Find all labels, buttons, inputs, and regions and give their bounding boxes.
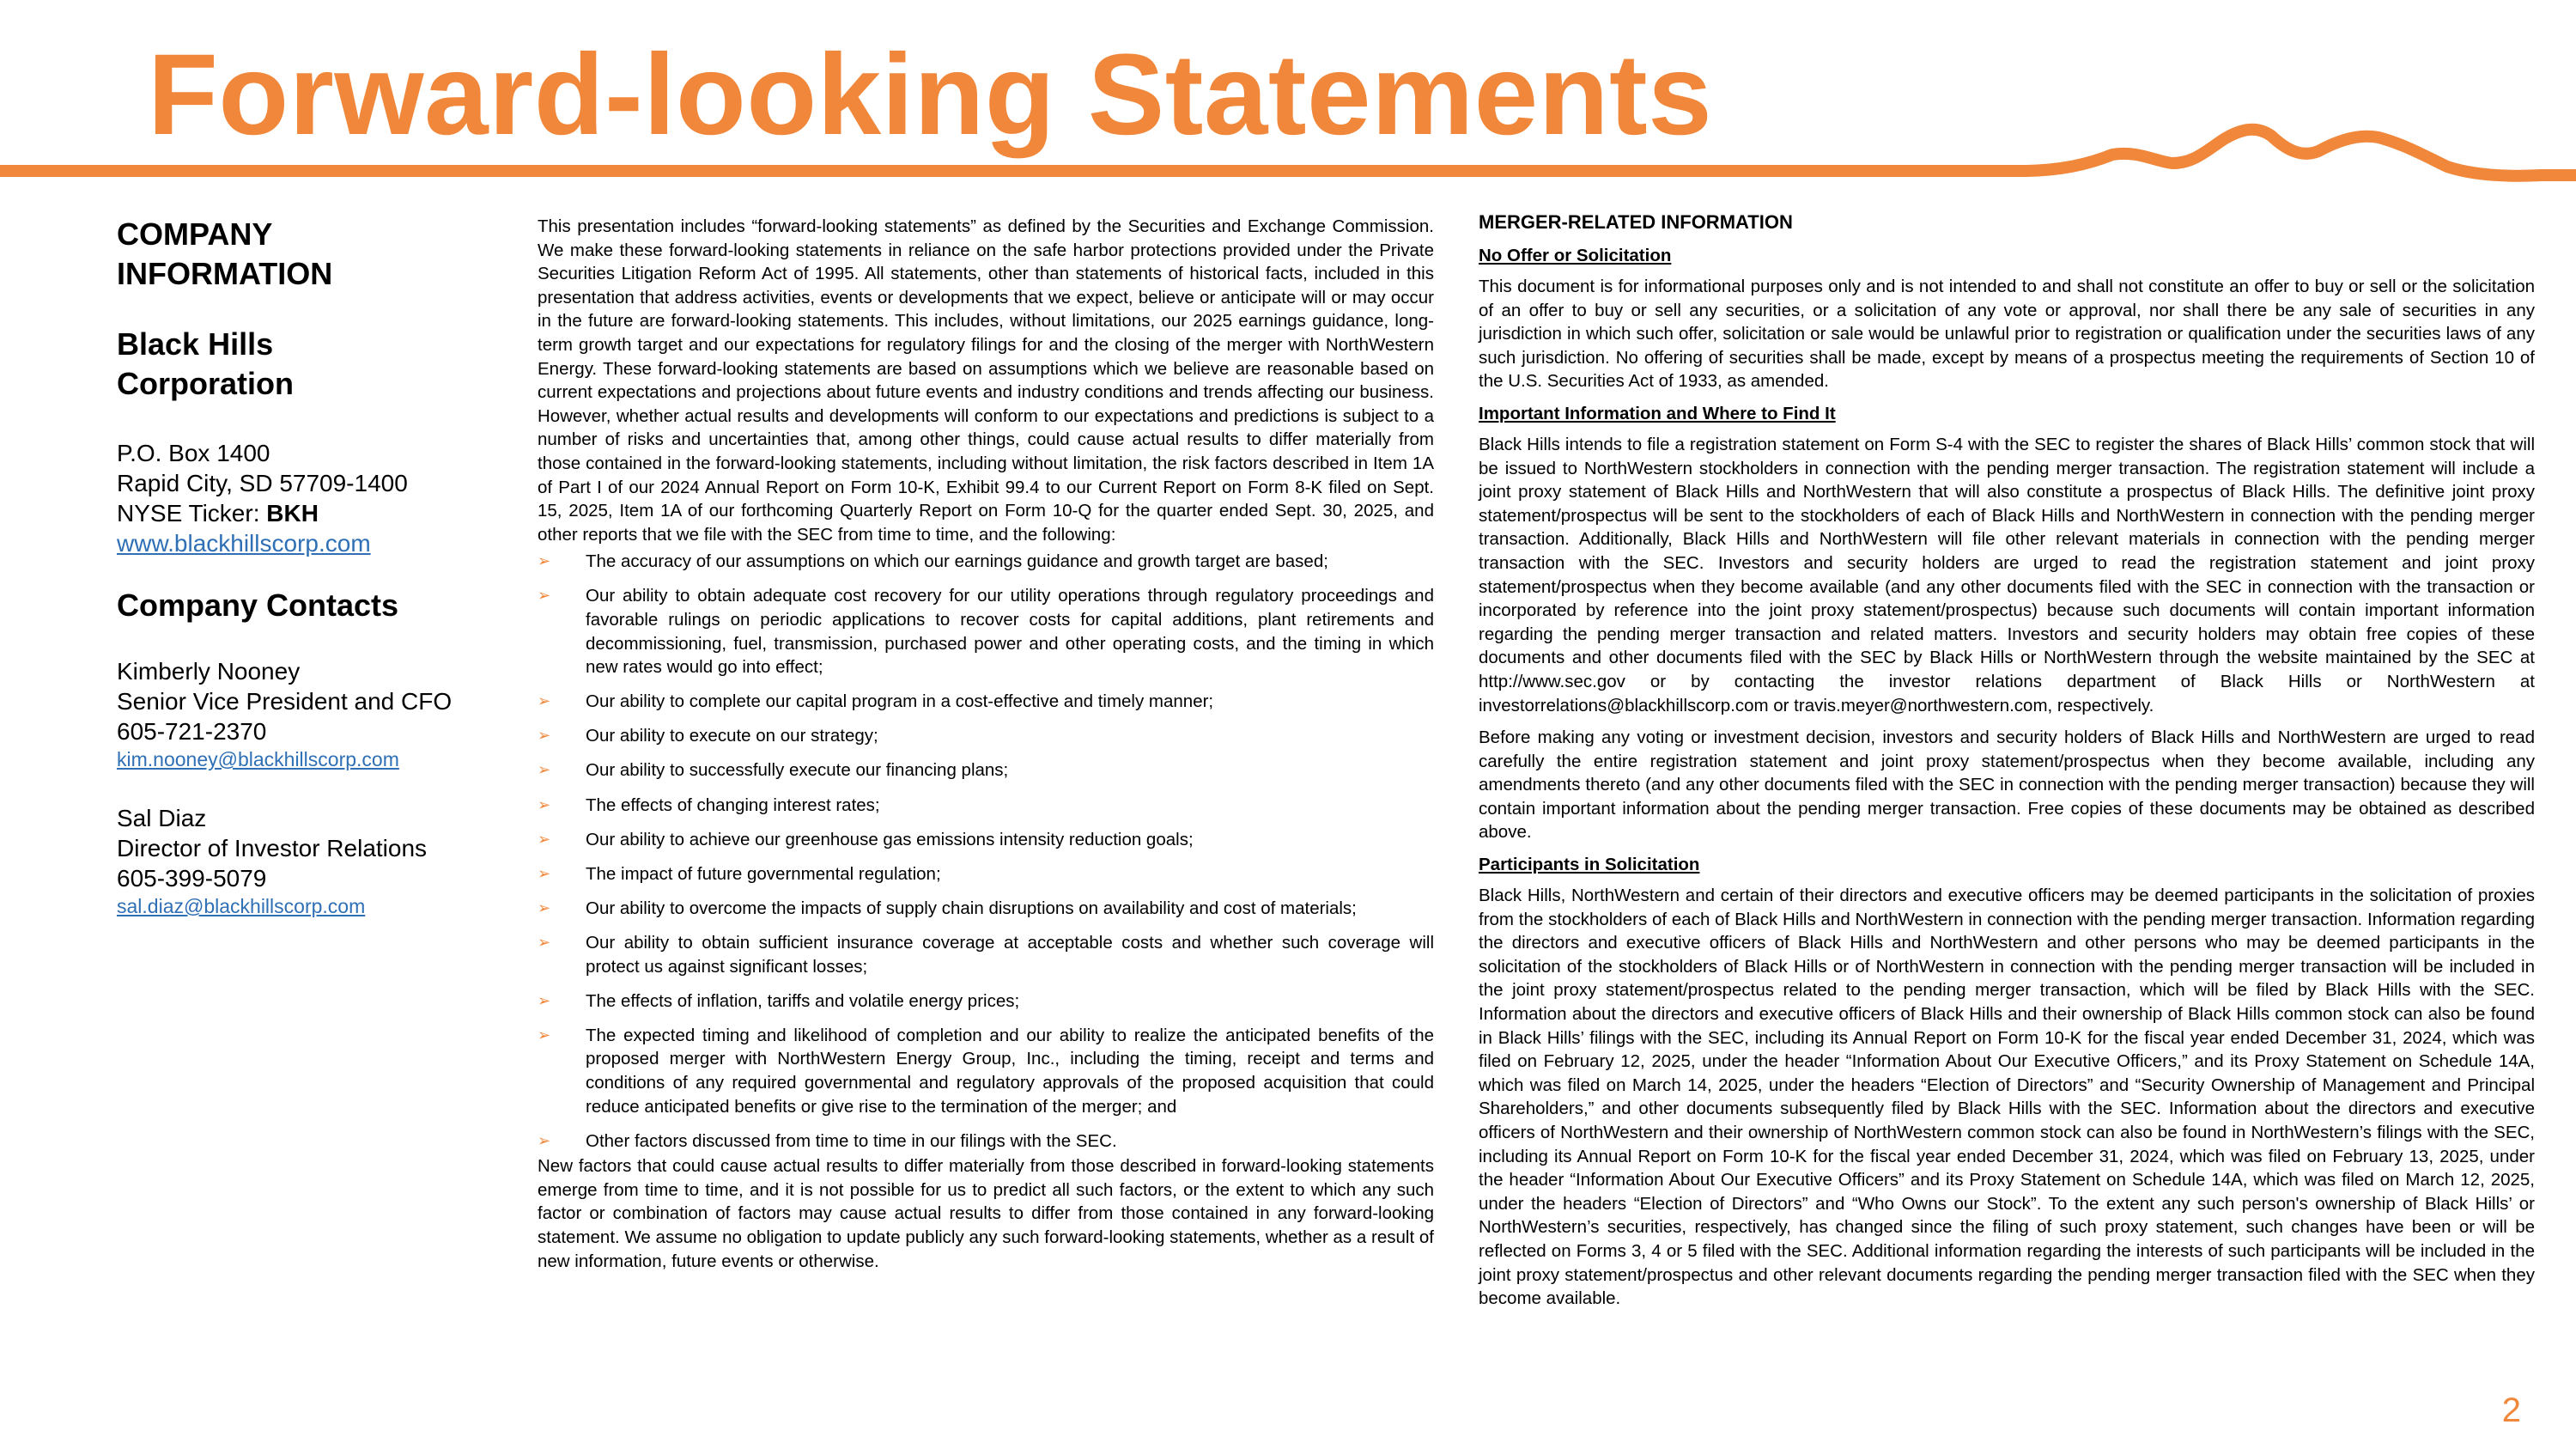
- page-title: Forward-looking Statements: [148, 31, 1713, 159]
- intro-paragraph: This presentation includes “forward-looking statements” as defined by the Securities and Exchange Commission. We make these forward-looking statements in reliance on the safe harbor protections provided under the Private Securities Litigation Reform Act of 1995. All statements, other than statements of historical facts, included in this presentation that address activities, events or developments that we expect, believe or anticipate will or may occur in the future are forward-looking statements. This includes, without limitations, our 2025 earnings guidance, long-term growth target and our expectations for regulatory filings for and the closing of the merger with NorthWestern Energy. These forward-looking statements are based on assumptions which we believe are reasonable based on current expectations and projections about future events and industry conditions and trends affecting our business. However, whether actual results and developments will conform to our expectations and predictions is subject to a number of risks and uncertainties that, among other things, could cause actual results to differ materially from those contained in the forward-looking statements, including without limitation, the risk factors described in Item 1A of Part I of our 2024 Annual Report on Form 10-K, Exhibit 99.4 to our Current Report on Form 8-K filed on Sept. 15, 2025, Item 1A of our forthcoming Quarterly Report on Form 10-Q for the quarter ended Sept. 30, 2025, and other reports that we file with the SEC from time to time, and the following:: [538, 216, 1434, 545]
- bullet-arrow-icon: ➢: [538, 587, 551, 605]
- header-wave-divider: [0, 103, 2576, 189]
- list-item: ➢ Our ability to obtain sufficient insurance coverage at acceptable costs and whether such coverage will protect us against significant losses;: [538, 932, 1434, 977]
- bullet-arrow-icon: ➢: [538, 864, 551, 882]
- bullet-arrow-icon: ➢: [538, 830, 551, 848]
- merger-info-column: [1479, 210, 2535, 1319]
- bullet-arrow-icon: ➢: [538, 795, 551, 813]
- important-info-paragraph: Before making any voting or investment decision, investors and security holders of Black Hills and NorthWestern are urged to read carefully the entire registration statement and joint proxy statement/prospectus when they become available, including any amendments thereto (and any other documents filed with the SEC in connection with the pending merger transaction) because they will contain important information about the pending merger transaction. Free copies of these documents may be obtained as described above.: [1479, 728, 2535, 843]
- bullet-arrow-icon: ➢: [538, 1026, 551, 1044]
- bullet-arrow-icon: ➢: [538, 933, 551, 951]
- no-offer-heading: No Offer or Solicitation: [1479, 246, 1672, 265]
- contact-name: Sal Diaz: [117, 805, 207, 831]
- important-info-paragraph: Black Hills intends to file a registration statement on Form S-4 with the SEC to register the shares of Black Hills’ common stock that will be issued to NorthWestern stockholders in connection with the pending merger transaction. The registration statement will include a joint proxy statement of Black Hills and NorthWestern that will also constitute a prospectus of Black Hills. The definitive joint proxy statement/prospectus will be sent to the stockholders of each of Black Hills and NorthWestern in connection with the pending merger transaction. Additionally, Black Hills and NorthWestern will file other relevant materials in connection with the pending merger transaction with the SEC. Investors and security holders are urged to read the registration statement and joint proxy statement/prospectus when they become available (and any other documents filed with the SEC in connection with the transaction or incorporated by reference into the joint proxy statement/prospectus) because such documents will contain important information regarding the pending merger transaction and related matters. Investors and security holders may obtain free copies of these documents and other documents filed with the SEC by Black Hills or NorthWestern through the website maintained by the SEC at http://www.sec.gov or by contacting the investor relations department of Black Hills or NorthWestern at investorrelations@blackhillscorp.com or travis.meyer@northwestern.com, respectively.: [1479, 434, 2535, 715]
- bullet-arrow-icon: ➢: [538, 692, 551, 710]
- wave-line: [0, 130, 2576, 176]
- participants-heading: Participants in Solicitation: [1479, 855, 1700, 875]
- merger-info-heading: MERGER-RELATED INFORMATION: [1479, 211, 1793, 233]
- bullet-arrow-icon: ➢: [538, 761, 551, 779]
- bullet-arrow-icon: ➢: [538, 1131, 551, 1149]
- contact-card: [117, 803, 495, 919]
- bullet-arrow-icon: ➢: [538, 552, 551, 570]
- contact-card: [117, 656, 495, 772]
- contact-email-link[interactable]: kim.nooney@blackhillscorp.com: [117, 748, 399, 770]
- company-website-link[interactable]: www.blackhillscorp.com: [117, 530, 371, 557]
- important-info-heading: Important Information and Where to Find It: [1479, 403, 1836, 423]
- no-offer-paragraph: This document is for informational purposes only and is not intended to and shall not constitute an offer to buy or sell or the solicitation of an offer to buy or sell any securities, or a solicitation of any vote or approval, nor shall there be any sale of securities in any jurisdiction in which such offer, solicitation or sale would be unlawful prior to registration or qualification under the securities laws of any such jurisdiction. No offering of securities shall be made, except by means of a prospectus meeting the requirements of Section 10 of the U.S. Securities Act of 1933, as amended.: [1479, 277, 2535, 392]
- risk-factor-list: [538, 550, 1434, 1153]
- corporation-name: Black Hills Corporation: [117, 326, 294, 401]
- list-item: ➢ Other factors discussed from time to time in our filings with the SEC.: [538, 1129, 1434, 1154]
- list-item: ➢ The expected timing and likelihood of completion and our ability to realize the anticipated benefits of the proposed merger with NorthWestern Energy Group, Inc., including the timing, receipt and terms and conditions of any required governmental and regulatory approvals of the proposed acquisition that could reduce anticipated benefits or give rise to the termination of the merger; and: [538, 1025, 1434, 1117]
- list-item: ➢ Our ability to successfully execute our financing plans;: [538, 758, 1434, 782]
- contact-phone: 605-721-2370: [117, 718, 267, 745]
- bullet-arrow-icon: ➢: [538, 898, 551, 916]
- list-item: ➢ The impact of future governmental regulation;: [538, 862, 1434, 886]
- contact-email-link[interactable]: sal.diaz@blackhillscorp.com: [117, 895, 366, 917]
- contact-phone: 605-399-5079: [117, 865, 267, 892]
- list-item: ➢ Our ability to complete our capital program in a cost-effective and timely manner;: [538, 690, 1434, 714]
- list-item: ➢ Our ability to execute on our strategy;: [538, 724, 1434, 748]
- bullet-arrow-icon: ➢: [538, 727, 551, 745]
- participants-paragraph: Black Hills, NorthWestern and certain of their directors and executive officers may be deemed participants in the solicitation of proxies from the stockholders of each of Black Hills and NorthWestern in connection with the pending merger transaction. Information regarding the directors and executive officers of Black Hills and NorthWestern and other persons who may be deemed participants in the solicitation of the stockholders of Black Hills or of NorthWestern in connection with the pending merger transaction will be included in the joint proxy statement/prospectus related to the pending merger transaction, which will be filed by Black Hills with the SEC. Information about the directors and executive officers of Black Hills and their ownership of Black Hills common stock can also be found in Black Hills’ filings with the SEC, including its Annual Report on Form 10-K for the fiscal year ended December 31, 2024, which was filed on February 12, 2025, under the header “Information About Our Executive Officers,” and its Proxy Statement on Schedule 14A, which was filed on March 14, 2025, under the headers “Election of Directors” and “Security Ownership of Management and Principal Shareholders,” and other documents subsequently filed by Black Hills with the SEC. Information about the directors and executive officers of NorthWestern and their ownership of NorthWestern common stock can also be found in NorthWestern’s filings with the SEC, including its Annual Report on Form 10-K for the fiscal year ended December 31, 2024, which was filed on February 13, 2025, under the header “Information About Our Executive Officers” and its Proxy Statement on Schedule 14A, which was filed on March 12, 2025, under the headers “Election of Directors” and “Who Owns our Stock”. To the extent any such person's ownership of Black Hills’ or NorthWestern’s securities, respectively, has changed since the filing of such proxy statement, such changes have been or will be reflected on Forms 3, 4 or 5 filed with the SEC. Additional information regarding the interests of such participants will be included in the joint proxy statement/prospectus and other relevant documents regarding the pending merger transaction filed with the SEC when they become available.: [1479, 886, 2535, 1309]
- list-item: ➢ Our ability to achieve our greenhouse gas emissions intensity reduction goals;: [538, 828, 1434, 852]
- list-item: ➢ The effects of inflation, tariffs and volatile energy prices;: [538, 989, 1434, 1014]
- company-address: [117, 438, 495, 558]
- address-line: P.O. Box 1400: [117, 440, 270, 466]
- list-item: ➢ Our ability to overcome the impacts of supply chain disruptions on availability and cost of materials;: [538, 897, 1434, 921]
- company-info-column: [117, 215, 495, 919]
- forward-looking-column: [538, 215, 1434, 1273]
- contact-title: Director of Investor Relations: [117, 835, 428, 861]
- contact-name: Kimberly Nooney: [117, 658, 301, 685]
- bullet-arrow-icon: ➢: [538, 991, 551, 1009]
- list-item: ➢ The effects of changing interest rates;: [538, 794, 1434, 818]
- ticker-line: NYSE Ticker: BKH: [117, 500, 319, 527]
- page-number: 2: [2501, 1391, 2521, 1429]
- list-item: ➢ The accuracy of our assumptions on which our earnings guidance and growth target are based;: [538, 550, 1434, 574]
- contacts-heading: Company Contacts: [117, 588, 399, 623]
- address-line: Rapid City, SD 57709-1400: [117, 470, 408, 496]
- ticker-symbol: BKH: [266, 500, 319, 527]
- contact-title: Senior Vice President and CFO: [117, 688, 453, 715]
- company-info-heading: COMPANY INFORMATION: [117, 216, 333, 291]
- closing-paragraph: New factors that could cause actual results to differ materially from those described in forward-looking statements emerge from time to time, and it is not possible for us to predict all such factors, or the extent to which any such factor or combination of factors may cause actual results to differ from those contained in any forward-looking statement. We assume no obligation to update publicly any such forward-looking statements, whether as a result of new information, future events or otherwise.: [538, 1156, 1434, 1271]
- list-item: ➢ Our ability to obtain adequate cost recovery for our utility operations through regulatory proceedings and favorable rulings on periodic applications to recover costs for capital additions, plant retirements and decommissioning, fuel, transmission, purchased power and other operating costs, and the timing in which new rates would go into effect;: [538, 586, 1434, 678]
